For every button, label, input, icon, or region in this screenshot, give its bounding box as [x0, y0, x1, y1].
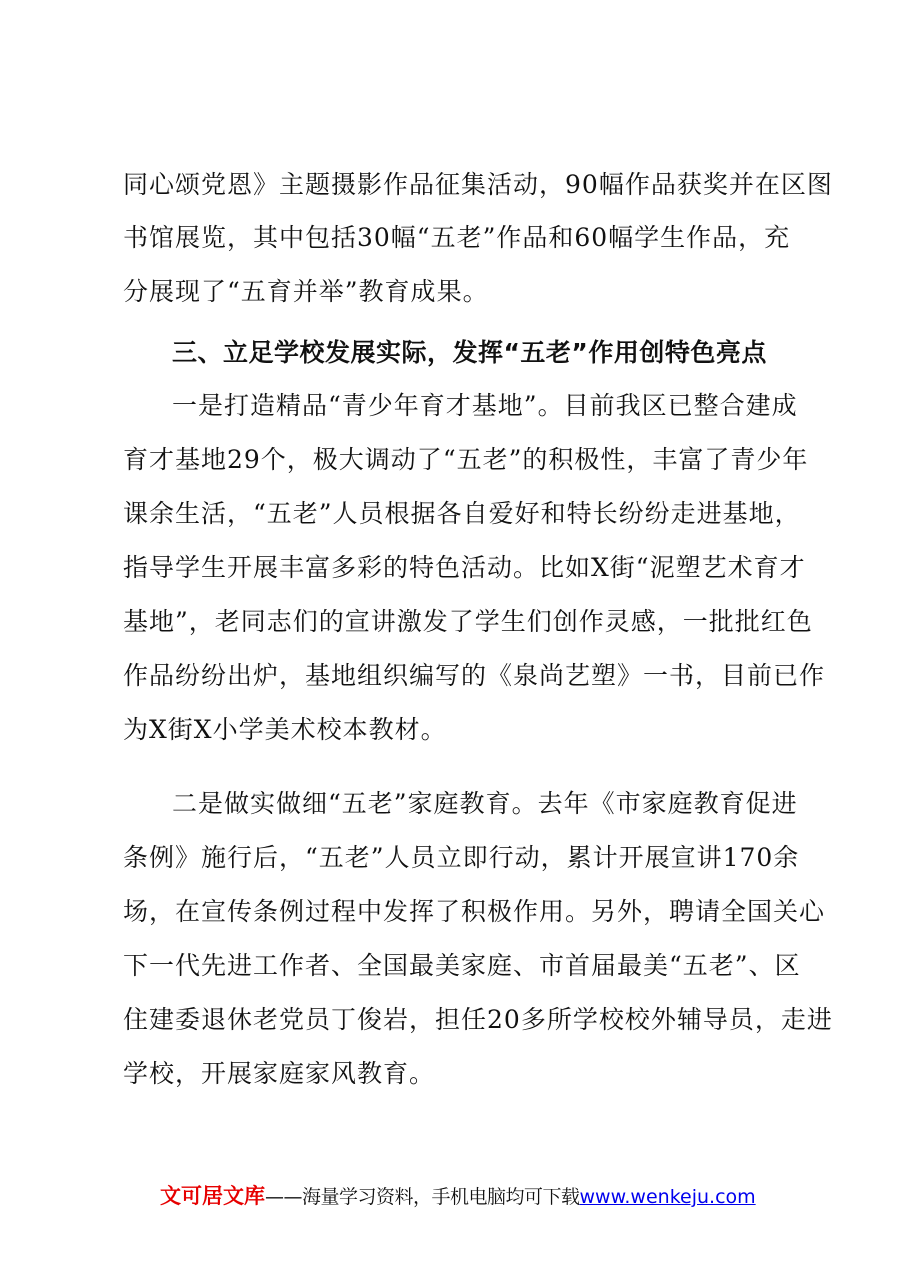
text-line: 作品纷纷出炉，基地组织编写的《泉尚艺塑》一书，目前已作: [123, 661, 826, 690]
text-line: 学校，开展家庭家风教育。: [123, 1059, 436, 1088]
footer-banner: [160, 1180, 780, 1212]
text-line: 分展现了“五育并举”教育成果。: [123, 277, 489, 306]
text-line: 同心颂党恩》主题摄影作品征集活动，90幅作品获奖并在区图: [123, 170, 833, 199]
text-line: 下一代先进工作者、全国最美家庭、市首届最美“五老”、区: [123, 951, 801, 980]
text-line: 基地”，老同志们的宣讲激发了学生们创作灵感，一批批红色: [123, 607, 813, 636]
brand-name: 文可居文库: [160, 1184, 265, 1208]
section-heading: 三、立足学校发展实际，发挥“五老”作用创特色亮点: [172, 338, 767, 367]
text-line: 课余生活，“五老”人员根据各自爱好和特长纷纷走进基地，: [123, 499, 801, 528]
text-line: 住建委退休老党员丁俊岩，担任20多所学校校外辅导员，走进: [123, 1005, 833, 1034]
text-line: 条例》施行后，“五老”人员立即行动，累计开展宣讲170余: [123, 843, 800, 872]
text-line: 为X街X小学美术校本教材。: [123, 715, 447, 744]
paragraph-first-line: 二是做实做细“五老”家庭教育。去年《市家庭教育促进: [172, 789, 798, 818]
text-line: 指导学生开展丰富多彩的特色活动。比如X街“泥塑艺术育才: [123, 553, 806, 582]
text-line: 场，在宣传条例过程中发挥了积极作用。另外，聘请全国关心: [123, 897, 826, 926]
website-link[interactable]: www.wenkeju.com: [579, 1186, 756, 1208]
footer-slogan: ——海量学习资料，手机电脑均可下载: [265, 1186, 580, 1208]
text-line: 书馆展览，其中包括30幅“五老”作品和60幅学生作品，充: [123, 223, 791, 252]
text-line: 育才基地29个，极大调动了“五老”的积极性，丰富了青少年: [123, 445, 809, 474]
paragraph-first-line: 一是打造精品“青少年育才基地”。目前我区已整合建成: [172, 391, 798, 420]
